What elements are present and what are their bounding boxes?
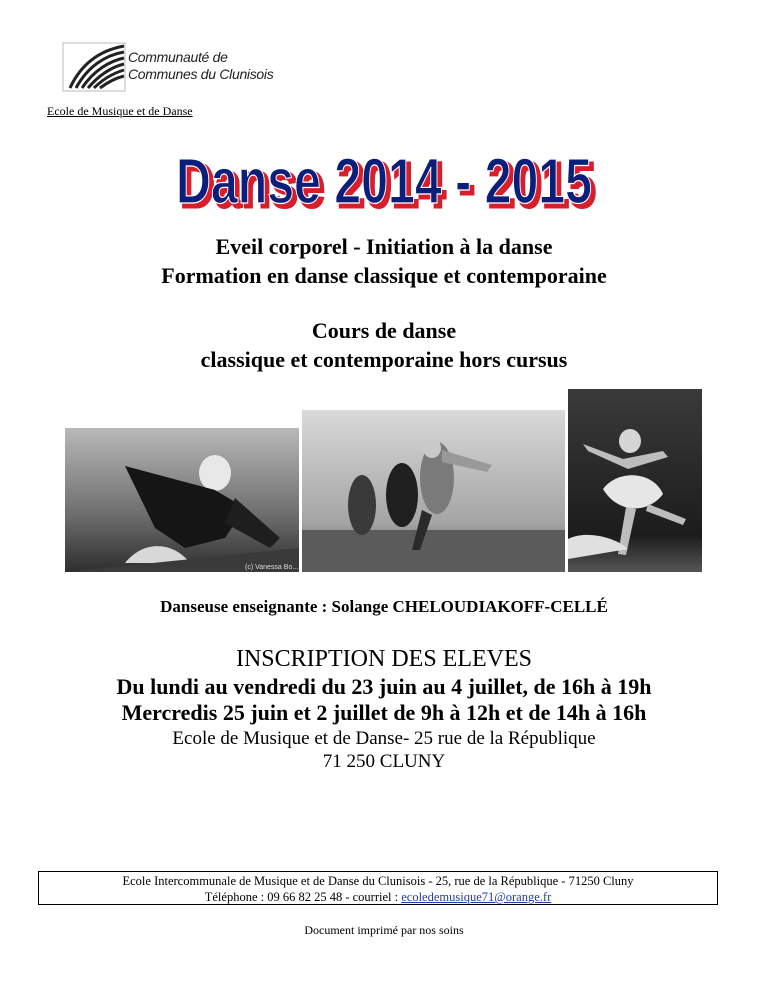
inscription-address-city: 71 250 CLUNY [322, 751, 446, 772]
main-title-shadow: Danse 2014 - 2015 [180, 149, 596, 218]
subtitle-1-line-2: Formation en danse classique et contemporaine [161, 263, 607, 288]
subtitle-1-line-1: Eveil corporel - Initiation à la danse [215, 234, 553, 259]
photo-credit: (c) Vanessa Bo... [245, 564, 299, 571]
main-title-text: Danse 2014 - 2015 [176, 145, 592, 217]
footer-phone: Téléphone : 09 66 82 25 48 - courriel : [204, 890, 402, 904]
main-title [0, 138, 768, 218]
footer-email-link[interactable]: ecoledemusique71@orange.fr [401, 890, 552, 904]
logo-text [128, 49, 273, 83]
photo-solo-dancer [568, 389, 702, 572]
school-label: Ecole de Musique et de Danse [47, 104, 193, 118]
subtitle-2-line-1: Cours de danse [311, 318, 457, 343]
inscription-dates-wednesdays: Mercredis 25 juin et 2 juillet de 9h à 12h et de 14h à 16h [121, 700, 647, 725]
subtitle-block-2 [0, 316, 768, 374]
teacher-name: Danseuse enseignante : Solange CHELOUDIAKOFF-CELLÉ [160, 597, 608, 616]
logo-line-1: Communauté de [128, 49, 228, 65]
footer-address: Ecole Intercommunale de Musique et de Danse du Clunisois - 25, rue de la République - 71250 Cluny [122, 874, 634, 888]
inscription-title: INSCRIPTION DES ELEVES [235, 646, 532, 672]
inscription-address-street: Ecole de Musique et de Danse- 25 rue de la République [172, 728, 596, 749]
photo-group-dance [302, 410, 565, 572]
footer-contact-line [39, 889, 717, 905]
photo-dancer-floor [65, 428, 299, 572]
printed-note: Document imprimé par nos soins [304, 923, 464, 937]
subtitle-2-line-2: classique et contemporaine hors cursus [200, 347, 568, 372]
inscription-dates-weekdays: Du lundi au vendredi du 23 juin au 4 juillet, de 16h à 19h [116, 674, 652, 699]
subtitle-block-1 [0, 232, 768, 290]
logo-line-2: Communes du Clunisois [128, 66, 274, 82]
footer-contact-box [38, 871, 718, 905]
